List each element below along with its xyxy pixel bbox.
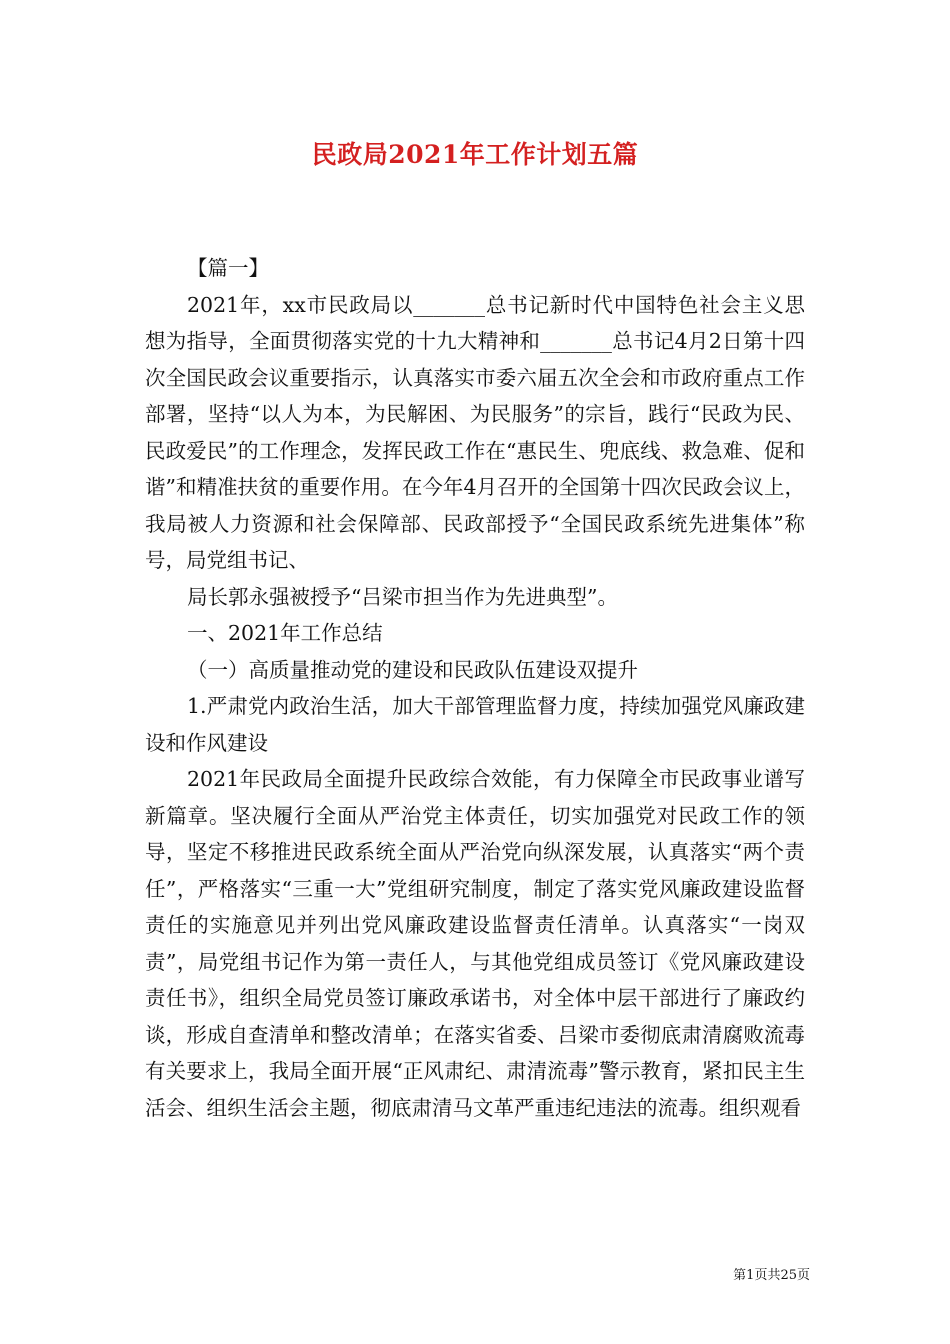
document-body: [145, 250, 805, 1126]
paragraph: 2021年民政局全面提升民政综合效能，有力保障全市民政事业谱写新篇章。坚决履行全面从严治党主体责任，切实加强党对民政工作的领导，坚定不移推进民政系统全面从严治党向纵深发展，认真落实“两个责任”，严格落实“三重一大”党组研究制度，制定了落实党风廉政建设监督责任的实施意见并列出党风廉政建设监督责任清单。认真落实“一岗双责”，局党组书记作为第一责任人，与其他党组成员签订《党风廉政建设责任书》，组织全局党员签订廉政承诺书，对全体中层干部进行了廉政约谈，形成自查清单和整改清单；在落实省委、吕梁市委彻底肃清腐败流毒有关要求上，我局全面开展“正风肃纪、肃清流毒”警示教育，紧扣民主生活会、组织生活会主题，彻底肃清马文革严重违纪违法的流毒。组织观看: [145, 767, 805, 1120]
section-label: 【篇一】: [187, 256, 269, 280]
paragraph: 局长郭永强被授予“吕梁市担当作为先进典型”。: [187, 584, 618, 609]
heading-level-3: 1.严肃党内政治生活，加大干部管理监督力度，持续加强党风廉政建设和作风建设: [145, 694, 805, 755]
heading-level-2: （一）高质量推动党的建设和民政队伍建设双提升: [187, 657, 638, 682]
paragraph: 2021年，xx市民政局以_______总书记新时代中国特色社会主义思想为指导，全面贯彻落实党的十九大精神和_______总书记4月2日第十四次全国民政会议重要指示，认真落实市委六届五次全会和市政府重点工作部署，坚持“以人为本，为民解困、为民服务”的宗旨，践行“民政为民、民政爱民”的工作理念，发挥民政工作在“惠民生、兜底线、救急难、促和谐”和精准扶贫的重要作用。在今年4月召开的全国第十四次民政会议上，我局被人力资源和社会保障部、民政部授予“全国民政系统先进集体”称号，局党组书记、: [145, 292, 805, 572]
page-title: 民政局2021年工作计划五篇: [311, 140, 639, 169]
page-footer: 第1页共25页: [733, 1268, 810, 1283]
heading-level-1: 一、2021年工作总结: [187, 621, 383, 645]
